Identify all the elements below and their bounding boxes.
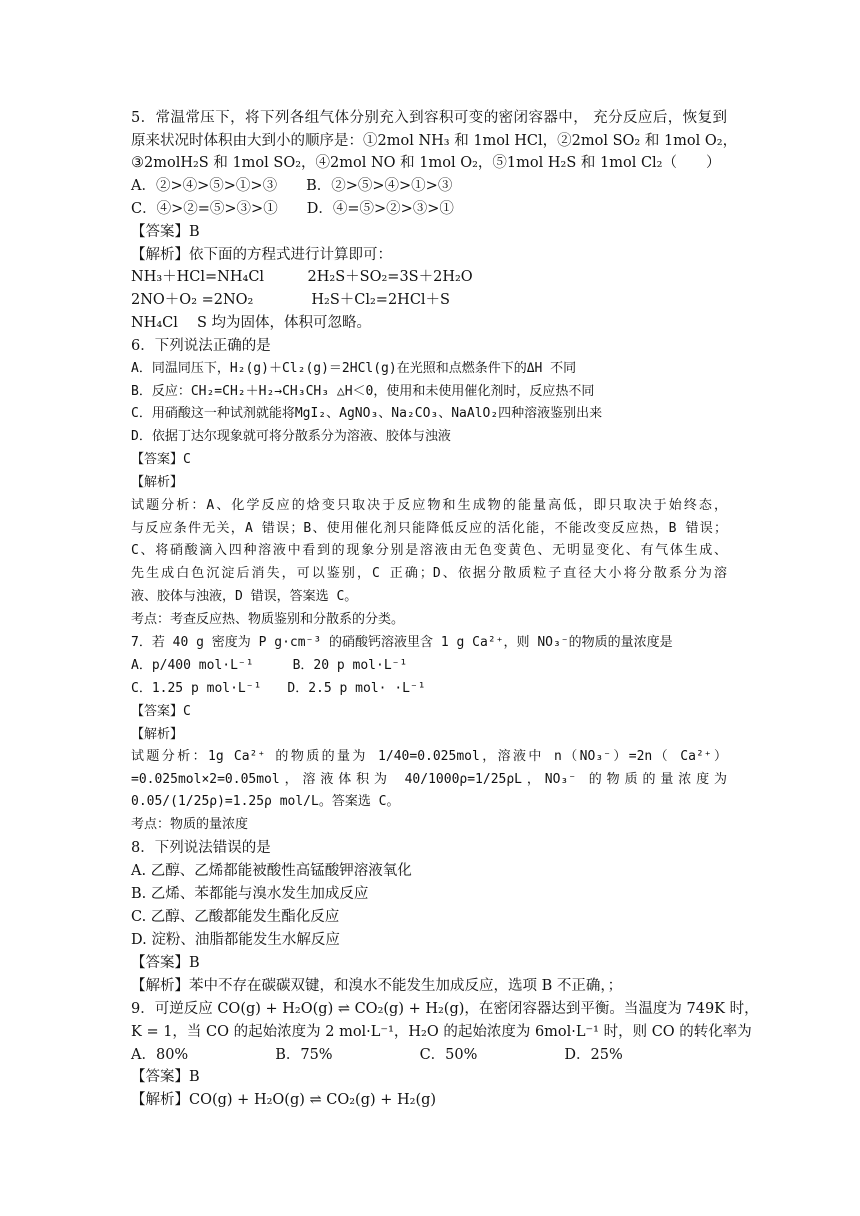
text-line: A．p/400 mol·L⁻¹ B．20 p mol·L⁻¹ [131, 658, 408, 673]
text-line: 7．若 40 g 密度为 P g·cm⁻³ 的硝酸钙溶液里含 1 g Ca²⁺，则 NO₃⁻的物质的量浓度是 [131, 635, 673, 650]
text-line: A. 乙醇、乙烯都能被酸性高锰酸钾溶液氧化 [131, 863, 412, 879]
text-line: 【解析】苯中不存在碳碳双键，和溴水不能发生加成反应，选项 B 不正确，； [131, 978, 623, 994]
text-line: 9．可逆反应 CO(g) + H₂O(g) ⇌ CO₂(g) + H₂(g)，在密闭容器达到平衡。当温度为 749K 时， [131, 1001, 759, 1017]
text-line: ③2molH₂S 和 1mol SO₂，④2mol NO 和 1mol O₂，⑤1mol H₂S 和 1mol Cl₂（ ） [131, 155, 721, 171]
text-line: C．1.25 p mol·L⁻¹ D．2.5 p mol· ·L⁻¹ [131, 681, 426, 696]
text-line: A．②>④>⑤>①>③ B．②>⑤>④>①>③ [131, 178, 453, 194]
text-line: 先生成白色沉淀后消失，可以鉴别，C 正确；D、依据分散质粒子直径大小将分散系分为溶 [131, 566, 727, 581]
text-line: 试题分析：A、化学反应的焓变只取决于反应物和生成物的能量高低，即只取决于始终态， [131, 498, 727, 513]
text-line: NH₄Cl S 均为固体，体积可忽略。 [131, 315, 372, 331]
text-line: 【解析】 [131, 727, 184, 742]
text-line: 【解析】 [131, 475, 184, 490]
text-line: 5．常温常压下，将下列各组气体分别充入到容积可变的密闭容器中， 充分反应后，恢复到 [131, 110, 727, 126]
text-line: 考点：物质的量浓度 [131, 817, 249, 832]
text-line: D．依据丁达尔现象就可将分散系分为溶液、胶体与浊液 [131, 429, 451, 444]
text-line: C．④>②=⑤>③>① D．④=⑤>②>③>① [131, 201, 454, 217]
text-line: 6．下列说法正确的是 [131, 338, 271, 354]
text-line: 【答案】C [131, 704, 191, 719]
text-line: 【解析】CO(g) + H₂O(g) ⇌ CO₂(g) + H₂(g) [131, 1092, 437, 1108]
text-line: =0.025mol×2=0.05mol，溶液体积为 40/1000ρ=1/25ρL，NO₃⁻ 的物质的量浓度为 [131, 772, 727, 787]
text-line: A．同温同压下，H₂(g)＋Cl₂(g)＝2HCl(g)在光照和点燃条件下的ΔH 不同 [131, 361, 577, 376]
text-line: K = 1，当 CO 的起始浓度为 2 mol·L⁻¹，H₂O 的起始浓度为 6mol·L⁻¹ 时，则 CO 的转化率为 [131, 1024, 752, 1040]
text-line: 原来状况时体积由大到小的顺序是：①2mol NH₃ 和 1mol HCl，②2mol SO₂ 和 1mol O₂， [131, 133, 738, 149]
text-line: 【答案】B [131, 1069, 200, 1085]
text-line: 0.05/(1/25ρ)=1.25ρ mol/L。答案选 C。 [131, 794, 400, 809]
text-line: 试题分析：1g Ca²⁺ 的物质的量为 1/40=0.025mol，溶液中 n（NO₃⁻）=2n（ Ca²⁺） [131, 749, 727, 764]
text-line: 【答案】C [131, 452, 191, 467]
text-line: 8．下列说法错误的是 [131, 840, 271, 856]
text-line: 液、胶体与浊液，D 错误，答案选 C。 [131, 589, 358, 604]
text-line: C．用硝酸这一种试剂就能将MgI₂、AgNO₃、Na₂CO₃、NaAlO₂四种溶液鉴别出来 [131, 406, 603, 421]
text-line: C. 乙醇、乙酸都能发生酯化反应 [131, 909, 340, 925]
text-line: 【答案】B [131, 224, 200, 240]
text-line: NH₃＋HCl=NH₄Cl 2H₂S＋SO₂=3S＋2H₂O [131, 269, 473, 285]
text-line: 【解析】依下面的方程式进行计算即可： [131, 247, 392, 263]
text-line: 与反应条件无关，A 错误；B、使用催化剂只能降低反应的活化能，不能改变反应热，B 错误； [131, 521, 727, 536]
text-line: 考点：考查反应热、物质鉴别和分散系的分类。 [131, 612, 405, 627]
text-line: B．反应：CH₂=CH₂＋H₂→CH₃CH₃ △H＜0，使用和未使用催化剂时，反应热不同 [131, 384, 595, 399]
text-line: 2NO＋O₂ =2NO₂ H₂S＋Cl₂=2HCl＋S [131, 292, 450, 308]
text-line: A．80% B．75% C．50% D．25% [131, 1047, 623, 1063]
text-line: C、将硝酸滴入四种溶液中看到的现象分别是溶液由无色变黄色、无明显变化、有气体生成、 [131, 543, 727, 558]
text-line: 【答案】B [131, 955, 200, 971]
text-line: D. 淀粉、油脂都能发生水解反应 [131, 932, 340, 948]
text-line: B. 乙烯、苯都能与溴水发生加成反应 [131, 886, 369, 902]
